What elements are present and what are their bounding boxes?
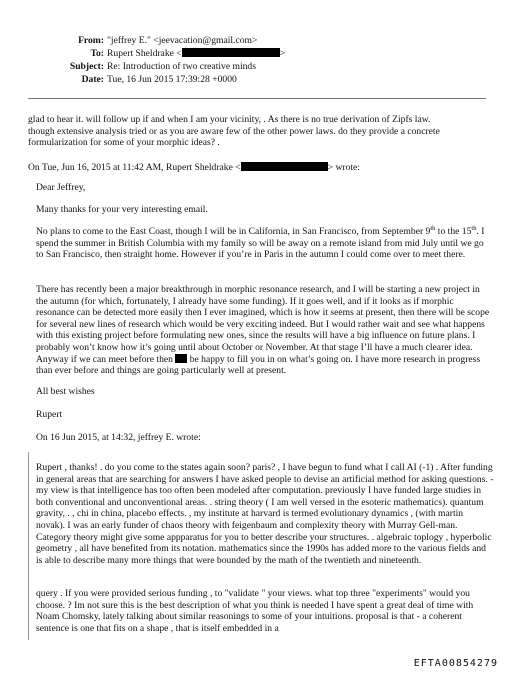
quoted-paragraph: query . If you were provided serious funding , to "validate " your views. what top three "experiments" would you choose. ? Im not sure this is the best description of what you think is needed I have spent a great deal of time with Noam Chomsky, lately talking about similar reasonings to some of your intuitions. proposal is that - a coherent sentence is one that fits on a shape , that is itself embedded in a (36, 588, 474, 634)
quote-attribution-2: On 16 Jun 2015, at 14:32, jeffrey E. wrote: (36, 432, 201, 443)
reply-line: though extensive analysis tried or as you are aware few of the other power laws. do they provide a concrete (28, 125, 440, 137)
from-label: From: (78, 35, 104, 46)
letter-text: . I spend the summer in British Columbia with my family so will be away on a remote island from mid July until we go to San Francisco, then straight home. However if you’re in Paris in the autumn I could come over to meet there. (36, 226, 485, 261)
quote-attribution-suffix: > wrote: (327, 162, 360, 173)
letter-text: No plans to come to the East Coast, though I will be in California, in San Francisco, from September 9 (36, 226, 431, 237)
letter-paragraph (36, 226, 490, 261)
date-row (0, 73, 512, 86)
letter-text: There has recently been a major breakthrough in morphic resonance research, and I will be starting a new project in the autumn (for which, fortunately, I already have some funding). If it goes well, and if it looks as if morphic resonance can be detected more easily then I ever imagined, which is how it seems at present, then there will be scope for several new lines of research which would be very exciting indeed. But I would rather wait and see what happens with this existing project before formulating new ones, since the results will have a big influence on future plans. I probably won’t know how it’s going until about October or November. At that stage I’ll have a much clearer idea. Anyway if we can meet before then (36, 284, 490, 365)
reply-line: formularization for some of your morphic ideas? . (28, 137, 220, 149)
bates-stamp: EFTA00854279 (413, 658, 498, 669)
quote-bar (28, 452, 29, 640)
letter-text: to the 15 (435, 226, 472, 237)
email-header (0, 34, 512, 86)
ordinal-suffix: th (430, 224, 436, 232)
letter-thanks: Many thanks for your very interesting email. (36, 204, 208, 215)
to-value-suffix: > (279, 48, 286, 59)
redaction-box (175, 354, 187, 363)
quote-attribution-prefix: On Tue, Jun 16, 2015 at 11:42 AM, Rupert Sheldrake < (28, 162, 241, 173)
date-label: Date: (81, 74, 104, 85)
from-value: "jeffrey E." <jeevacation@gmail.com> (107, 35, 258, 46)
reply-line: glad to hear it. will follow up if and when I am your vicinity, . As there is no true derivation of Zipfs law. (28, 114, 431, 125)
subject-row (0, 60, 512, 73)
redaction-box (182, 48, 280, 57)
to-value-prefix: Rupert Sheldrake < (107, 48, 182, 59)
letter-paragraph (36, 284, 490, 377)
reply-body (28, 114, 490, 149)
header-divider (28, 98, 486, 99)
date-value: Tue, 16 Jun 2015 17:39:28 +0000 (107, 74, 237, 85)
letter-signature: Rupert (36, 409, 63, 420)
subject-value: Re: Introduction of two creative minds (107, 61, 256, 72)
to-row (0, 47, 512, 60)
subject-label: Subject: (69, 61, 104, 72)
letter-closing: All best wishes (36, 386, 95, 397)
quoted-paragraph: Rupert , thanks! . do you come to the states again soon? paris? , I have begun to fund what I call AI (-1) . After funding in general areas that are searching for answers I have asked people to devise an artificial method for asking questions. -my view is that intelligence has too often been modeled after computation. previously I have funded large studies in both conventional and unconventional areas. . string theory ( I am well versed in the esoteric mathematics). quantum gravity, . , chi in china, placebo effects. , my institute at harvard is termed evolutionary dynamics , (with martin novak). I was an early funder of chaos theory with feigenbaum and complexity theory with Murray Gell-man. Category theory might give some appparatus for you to better describe your structures. . algebraic toplogy , hyperbolic geometry , all have benefited from its notation. mathematics since the 1990s has added more to the various fields and is able to describe many more things that were bounded by the math of the twentieth and nineteenth. (36, 462, 494, 566)
redaction-box (241, 162, 328, 171)
quote-attribution (28, 162, 490, 174)
from-row (0, 34, 512, 47)
to-label: To: (90, 48, 104, 59)
letter-greeting: Dear Jeffrey, (36, 182, 86, 193)
letter-text: be happy to fill you in on what’s going on. I have more research in progress than ever before and things are going particularly well at present. (36, 353, 481, 377)
ordinal-suffix: th (471, 224, 477, 232)
